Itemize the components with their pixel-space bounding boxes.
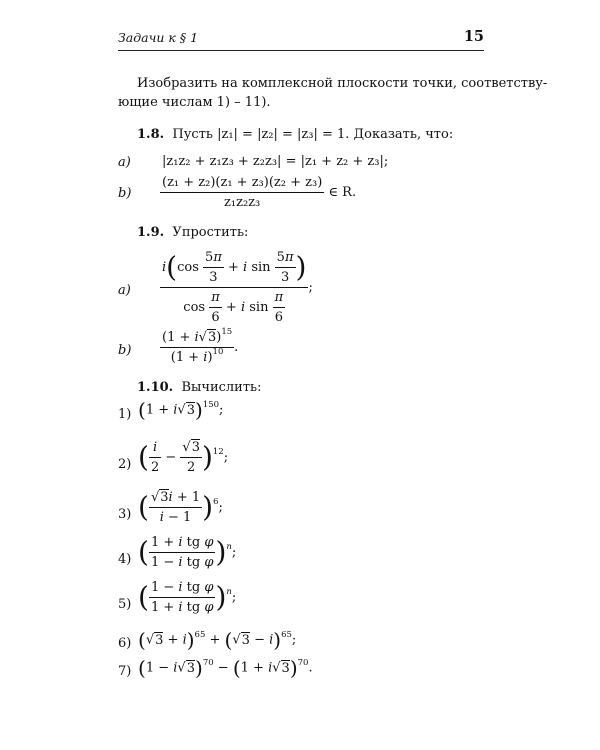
problem-1-9-statement: Упростить: [172,225,249,240]
problem-1-9-a-tail: ; [308,280,313,295]
item-7-exponent-a: 70 [202,657,214,668]
problem-1-9-b-expression: $\frac{(1 + i√3)^{15}}{(1 + i)^{10}}$ . [162,327,239,365]
problem-1-8-b-tail: ∈ R. [328,185,357,200]
header-rule [118,50,484,51]
problem-1-9-heading [137,226,248,239]
header-title: Задачи к § 1 [118,30,199,45]
item-5-expression: ( $\frac{\text{1 − i tg φ}}{\text{1 + i tg φ}}$ )$^n$; [138,580,237,615]
problem-1-10-heading [137,381,261,394]
intro-line-1: Изобразить на комплексной плоскости точки, соответству- [137,76,548,91]
problem-1-9-a-label: a) [118,283,131,298]
problem-1-8-b-denominator: z₁z₂z₃ [224,195,261,210]
item-1-label: 1) [118,407,132,422]
running-header [118,30,484,48]
problem-1-9-b-tail: . [234,340,239,355]
problem-1-8-b-label: b) [118,186,132,201]
item-4-expression: ( $\frac{\text{1 + i tg φ}}{\text{1 − i tg φ}}$ )$^n$; [138,535,237,570]
problem-1-8-number: 1.8. [137,127,165,142]
problem-1-9-number: 1.9. [137,225,165,240]
problem-1-8-heading [137,128,453,141]
item-5-exponent: n [226,587,232,597]
problem-1-8-a-label: a) [118,155,131,170]
item-6-expression: $(√3 + i)^{65} + (√3 - i)^{65}$; [138,628,297,652]
item-4-label: 4) [118,552,132,567]
problem-1-8-b-numerator: (z₁ + z₂)(z₁ + z₃)(z₂ + z₃) [160,175,324,193]
problem-1-8-b-expression [160,175,356,210]
page-number: 15 [463,28,484,45]
item-6-exponent-a: 65 [194,629,206,640]
problem-1-10-number: 1.10. [137,380,174,395]
problem-1-9-b-label: b) [118,343,132,358]
item-6-label: 6) [118,636,132,651]
problem-1-10-statement: Вычислить: [181,380,262,395]
problem-1-9-a-expression: i(cos $\frac{5\pi}{3}$ + i sin $\frac{5\pi}{3}$ ) cos $\frac{\pi}{6}$ + i sin $\frac{\pi}{6}$ ; [162,250,313,325]
item-2-label: 2) [118,457,132,472]
item-3-label: 3) [118,507,132,522]
intro-line-2: ющие числам 1) – 11). [118,95,271,110]
item-7-exponent-b: 70 [297,657,309,668]
item-7-expression: $(1 - i√3)^{70} - (1 + i√3)^{70}$. [138,656,313,680]
item-1-expression: $(1 + i√3)^{150}$; [138,398,224,422]
item-3-exponent: 6 [213,497,219,507]
item-3-expression: ( $\frac{√3i + 1}{i - 1}$ )$^6$; [138,490,223,525]
item-2-expression: ( $\frac{i}{2}$ − $\frac{√3}{2}$ )$^{12}$; [138,440,229,475]
problem-1-8-a-expression: |z₁z₂ + z₁z₃ + z₂z₃| = |z₁ + z₂ + z₃|; [162,154,389,169]
item-2-exponent: 12 [212,447,224,457]
item-6-exponent-b: 65 [281,629,292,640]
item-4-exponent: n [226,542,232,552]
item-5-label: 5) [118,597,132,612]
problem-1-8-statement: Пусть |z₁| = |z₂| = |z₃| = 1. Доказать, что: [172,127,454,142]
item-7-label: 7) [118,664,132,679]
item-1-exponent: 150 [202,399,220,410]
